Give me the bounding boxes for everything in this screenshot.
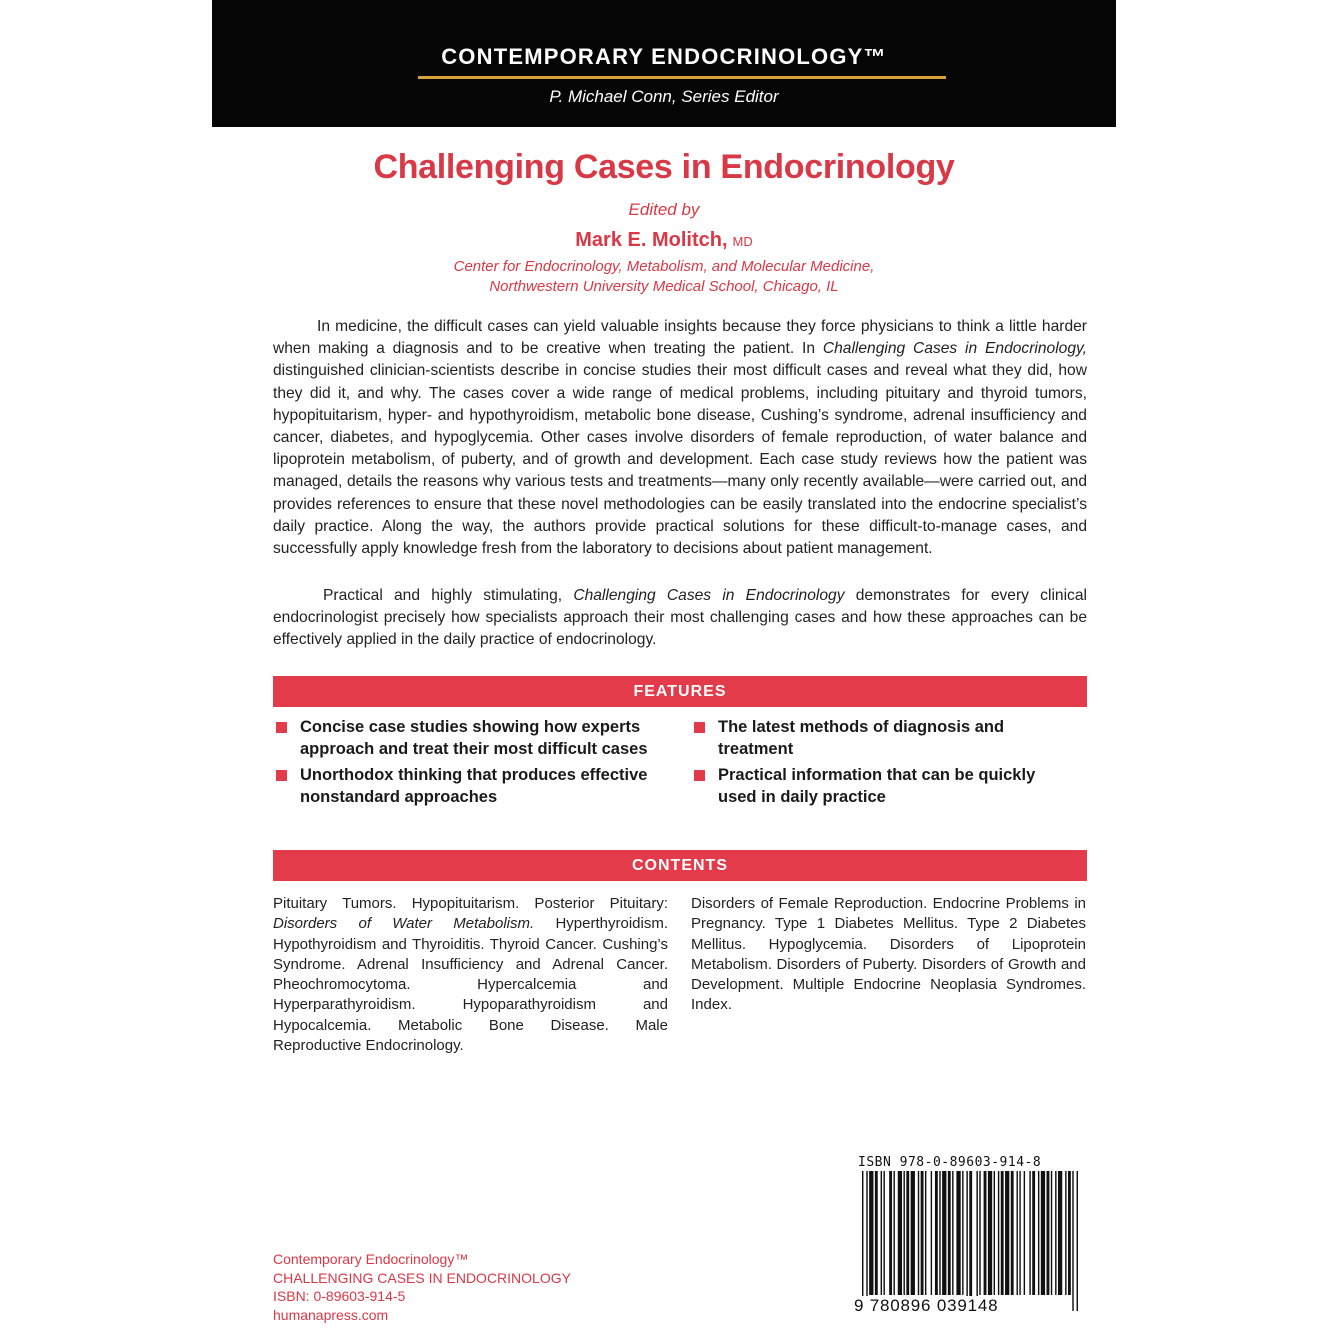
desc-p2-text-b: demonstrates for every clinical endocrinologist precisely how specialists approach their most challenging cases and how these approaches can be effectively applied in the daily practice of endocrinology.	[273, 587, 1087, 649]
contents-left-italic: Disorders of Water Metabolism.	[273, 915, 535, 933]
square-bullet-icon	[694, 722, 705, 733]
description-paragraph-2	[273, 585, 1087, 652]
barcode-bar	[935, 1171, 938, 1295]
barcode-bar	[988, 1171, 992, 1295]
editor-name	[212, 229, 1116, 252]
features-right-column	[691, 716, 1071, 811]
barcode-bar	[1051, 1171, 1052, 1295]
isbn-label: ISBN 978-0-89603-914-8	[858, 1155, 1042, 1170]
barcode-bar	[962, 1171, 963, 1295]
barcode-bar	[1029, 1171, 1030, 1295]
barcode-bar	[875, 1171, 878, 1295]
barcode-bar	[881, 1171, 882, 1295]
barcode-bar	[1024, 1171, 1025, 1295]
description-paragraph-1	[273, 316, 1087, 560]
barcode-bar	[948, 1171, 951, 1295]
square-bullet-icon	[276, 722, 287, 733]
book-title: Challenging Cases in Endocrinology	[373, 148, 955, 186]
barcode-bar	[1005, 1171, 1009, 1295]
square-bullet-icon	[276, 770, 287, 781]
barcode-bar	[976, 1171, 977, 1311]
footer-title: CHALLENGING CASES IN ENDOCRINOLOGY	[273, 1269, 571, 1286]
desc-p2-book-title: Challenging Cases in Endocrinology	[573, 587, 845, 604]
barcode-bar	[906, 1171, 909, 1295]
barcode-bar	[903, 1171, 904, 1295]
barcode-bar	[889, 1171, 892, 1295]
contents-heading: CONTENTS	[273, 850, 1087, 881]
barcode-bar	[866, 1171, 867, 1311]
barcode-bar	[1065, 1171, 1066, 1295]
barcode-bar	[939, 1171, 940, 1295]
barcode-bar	[898, 1171, 902, 1295]
barcode-bar	[984, 1171, 987, 1295]
barcode-bar	[911, 1171, 915, 1295]
feature-text: Practical information that can be quickly used in daily practice	[718, 765, 1036, 806]
barcode-bar	[966, 1171, 967, 1311]
barcode-bar	[925, 1171, 926, 1295]
feature-text: Unorthodox thinking that produces effective nonstandard approaches	[300, 765, 648, 806]
feature-item	[691, 716, 1071, 761]
barcode-bar	[1072, 1171, 1073, 1311]
barcode-bar	[1016, 1171, 1017, 1295]
barcode-bar	[1077, 1171, 1078, 1311]
barcode-bar	[1038, 1171, 1039, 1295]
footer-series: Contemporary Endocrinology™	[273, 1251, 469, 1267]
contents-right-column: Disorders of Female Reproduction. Endocrine Problems in Pregnancy. Type 1 Diabetes Mellitus. Type 2 Diabetes Mellitus. Hypoglycemia. Disorders of Lipoprotein Metabolism. Disorders of Puberty. Disorders of Growth and Development. Multiple Endocrine Neoplasia Syndromes. Index.	[691, 895, 1086, 1014]
footer-isbn: ISBN: 0-89603-914-5	[273, 1288, 406, 1304]
features-heading: FEATURES	[273, 676, 1087, 707]
barcode-bar	[969, 1171, 972, 1311]
contents-left-text-a: Pituitary Tumors. Hypopituitarism. Posterior Pituitary:	[273, 895, 668, 912]
barcode-digits: 9 780896 039148	[854, 1296, 999, 1315]
affiliation-line-1: Center for Endocrinology, Metabolism, and Molecular Medicine,	[453, 258, 875, 275]
editor-name-text: Mark E. Molitch,	[575, 229, 728, 251]
publisher-footer	[273, 1250, 571, 1324]
feature-item	[273, 716, 653, 761]
gold-divider	[418, 76, 946, 79]
barcode-bar	[918, 1171, 919, 1295]
desc-p2-text-a: Practical and highly stimulating,	[323, 587, 574, 604]
barcode-bar	[942, 1171, 946, 1295]
barcode-bar	[979, 1171, 980, 1295]
barcode-bar	[1058, 1171, 1062, 1295]
barcode-bar	[1047, 1171, 1050, 1295]
barcode-bar	[994, 1171, 995, 1295]
square-bullet-icon	[694, 770, 705, 781]
desc-p1-text-a: In medicine, the difficult cases can yield valuable insights because they force physicians to think a little harder when making a diagnosis and to be creative when treating the patient. In	[273, 318, 1087, 358]
barcode-bar	[1068, 1171, 1071, 1295]
series-title: CONTEMPORARY ENDOCRINOLOGY™	[441, 44, 887, 69]
contents-left-text-b: Hyperthyroidism. Hypothyroidism and Thyroiditis. Thyroid Cancer. Cushing’s Syndrome. Adrenal Insufficiency and Adrenal Cancer. Pheochromocytoma. Hypercalcemia and Hyperparathyroidism. Hypoparathyroidism and Hypocalcemia. Metabolic Bone Disease. Male Reproductive Endocrinology.	[273, 915, 668, 1055]
barcode-bar	[1041, 1171, 1045, 1295]
feature-item	[691, 764, 1071, 809]
barcode-icon	[862, 1171, 1078, 1311]
features-left-column	[273, 716, 653, 811]
barcode-bar	[1019, 1171, 1020, 1295]
series-editor: P. Michael Conn, Series Editor	[549, 87, 779, 106]
barcode-bar	[1032, 1171, 1035, 1295]
barcode-bar	[893, 1171, 894, 1295]
footer-website: humanapress.com	[273, 1306, 389, 1323]
desc-p1-book-title: Challenging Cases in Endocrinology,	[822, 340, 1087, 358]
series-banner	[212, 0, 1116, 127]
affiliation-line-2: Northwestern University Medical School, Chicago, IL	[489, 278, 839, 295]
desc-p1-text-b: distinguished clinician-scientists describe in concise studies their most difficult cases and reveal what they did, how they did it, and why. The cases cover a wide range of medical problems, including pituitary and thyroid tumors, hypopituitarism, hyper- and hypothyroidism, metabolic bone disease, Cushing’s syndrome, adrenal insufficiency and cancer, diabetes, and hypoglycemia. Other cases involve disorders of female reproduction, of water balance and lipoprotein metabolism, of puberty, and of growth and development. Each case study reviews how the patient was managed, details the reasons why various tests and treatments—many only recently available—were carried out, and provides references to ensure that these novel methodologies can be easily translated into the endocrine specialist’s daily practice. Along the way, the authors provide practical solutions for these difficult-to-manage cases, and successfully apply knowledge fresh from the laboratory to decisions about patient management.	[273, 362, 1087, 558]
edited-by-label: Edited by	[628, 200, 700, 219]
contents-left-column	[273, 894, 668, 1056]
editor-degree: MD	[732, 234, 753, 249]
feature-item	[273, 764, 653, 809]
feature-text: The latest methods of diagnosis and treatment	[718, 718, 1005, 759]
barcode-bar	[956, 1171, 960, 1295]
barcode-bar	[1055, 1171, 1056, 1295]
barcode-bar	[883, 1171, 884, 1295]
barcode-bar	[1011, 1171, 1014, 1295]
barcode-bar	[998, 1171, 999, 1295]
back-cover	[212, 0, 1116, 1329]
feature-text: Concise case studies showing how experts approach and treat their most difficult cases	[300, 718, 648, 759]
barcode-bar	[952, 1171, 953, 1295]
barcode-bar	[1001, 1171, 1004, 1295]
barcode-bar	[921, 1171, 924, 1295]
barcode-bar	[862, 1171, 863, 1311]
barcode-bar	[931, 1171, 932, 1295]
barcode-bar	[869, 1171, 873, 1295]
